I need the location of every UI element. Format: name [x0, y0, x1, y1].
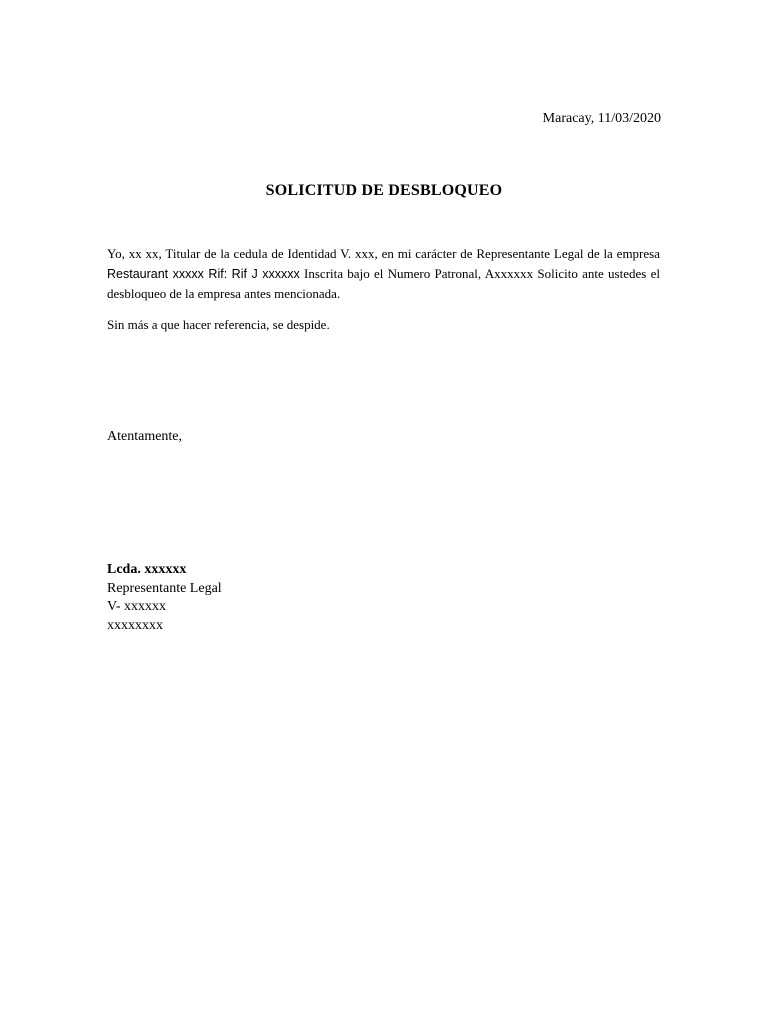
signatory-id: V- xxxxxx [107, 599, 166, 614]
paragraph-text: Yo, xx xx, Titular de la cedula de Identidad V. xxx, en mi carácter de Representante Legal de la empresa [107, 246, 660, 261]
company-identifier: Restaurant xxxxx Rif: Rif J xxxxxx [107, 267, 300, 281]
letter-body-paragraph [107, 244, 660, 304]
paragraph-text: Inscrita bajo el Numero Patronal, Axxxxxx Solicito ante ustedes el desbloqueo de la empresa antes mencionada. [107, 266, 660, 301]
signature-block [107, 561, 222, 635]
letter-closing: Atentamente, [107, 429, 183, 444]
signatory-extra: xxxxxxxx [107, 617, 163, 633]
signatory-name: Lcda. xxxxxx [107, 562, 187, 577]
signatory-role: Representante Legal [107, 580, 222, 596]
letter-date: Maracay, 11/03/2020 [542, 111, 661, 126]
letter-farewell-paragraph: Sin más a que hacer referencia, se despide. [107, 317, 330, 332]
letter-title: SOLICITUD DE DESBLOQUEO [265, 182, 503, 199]
